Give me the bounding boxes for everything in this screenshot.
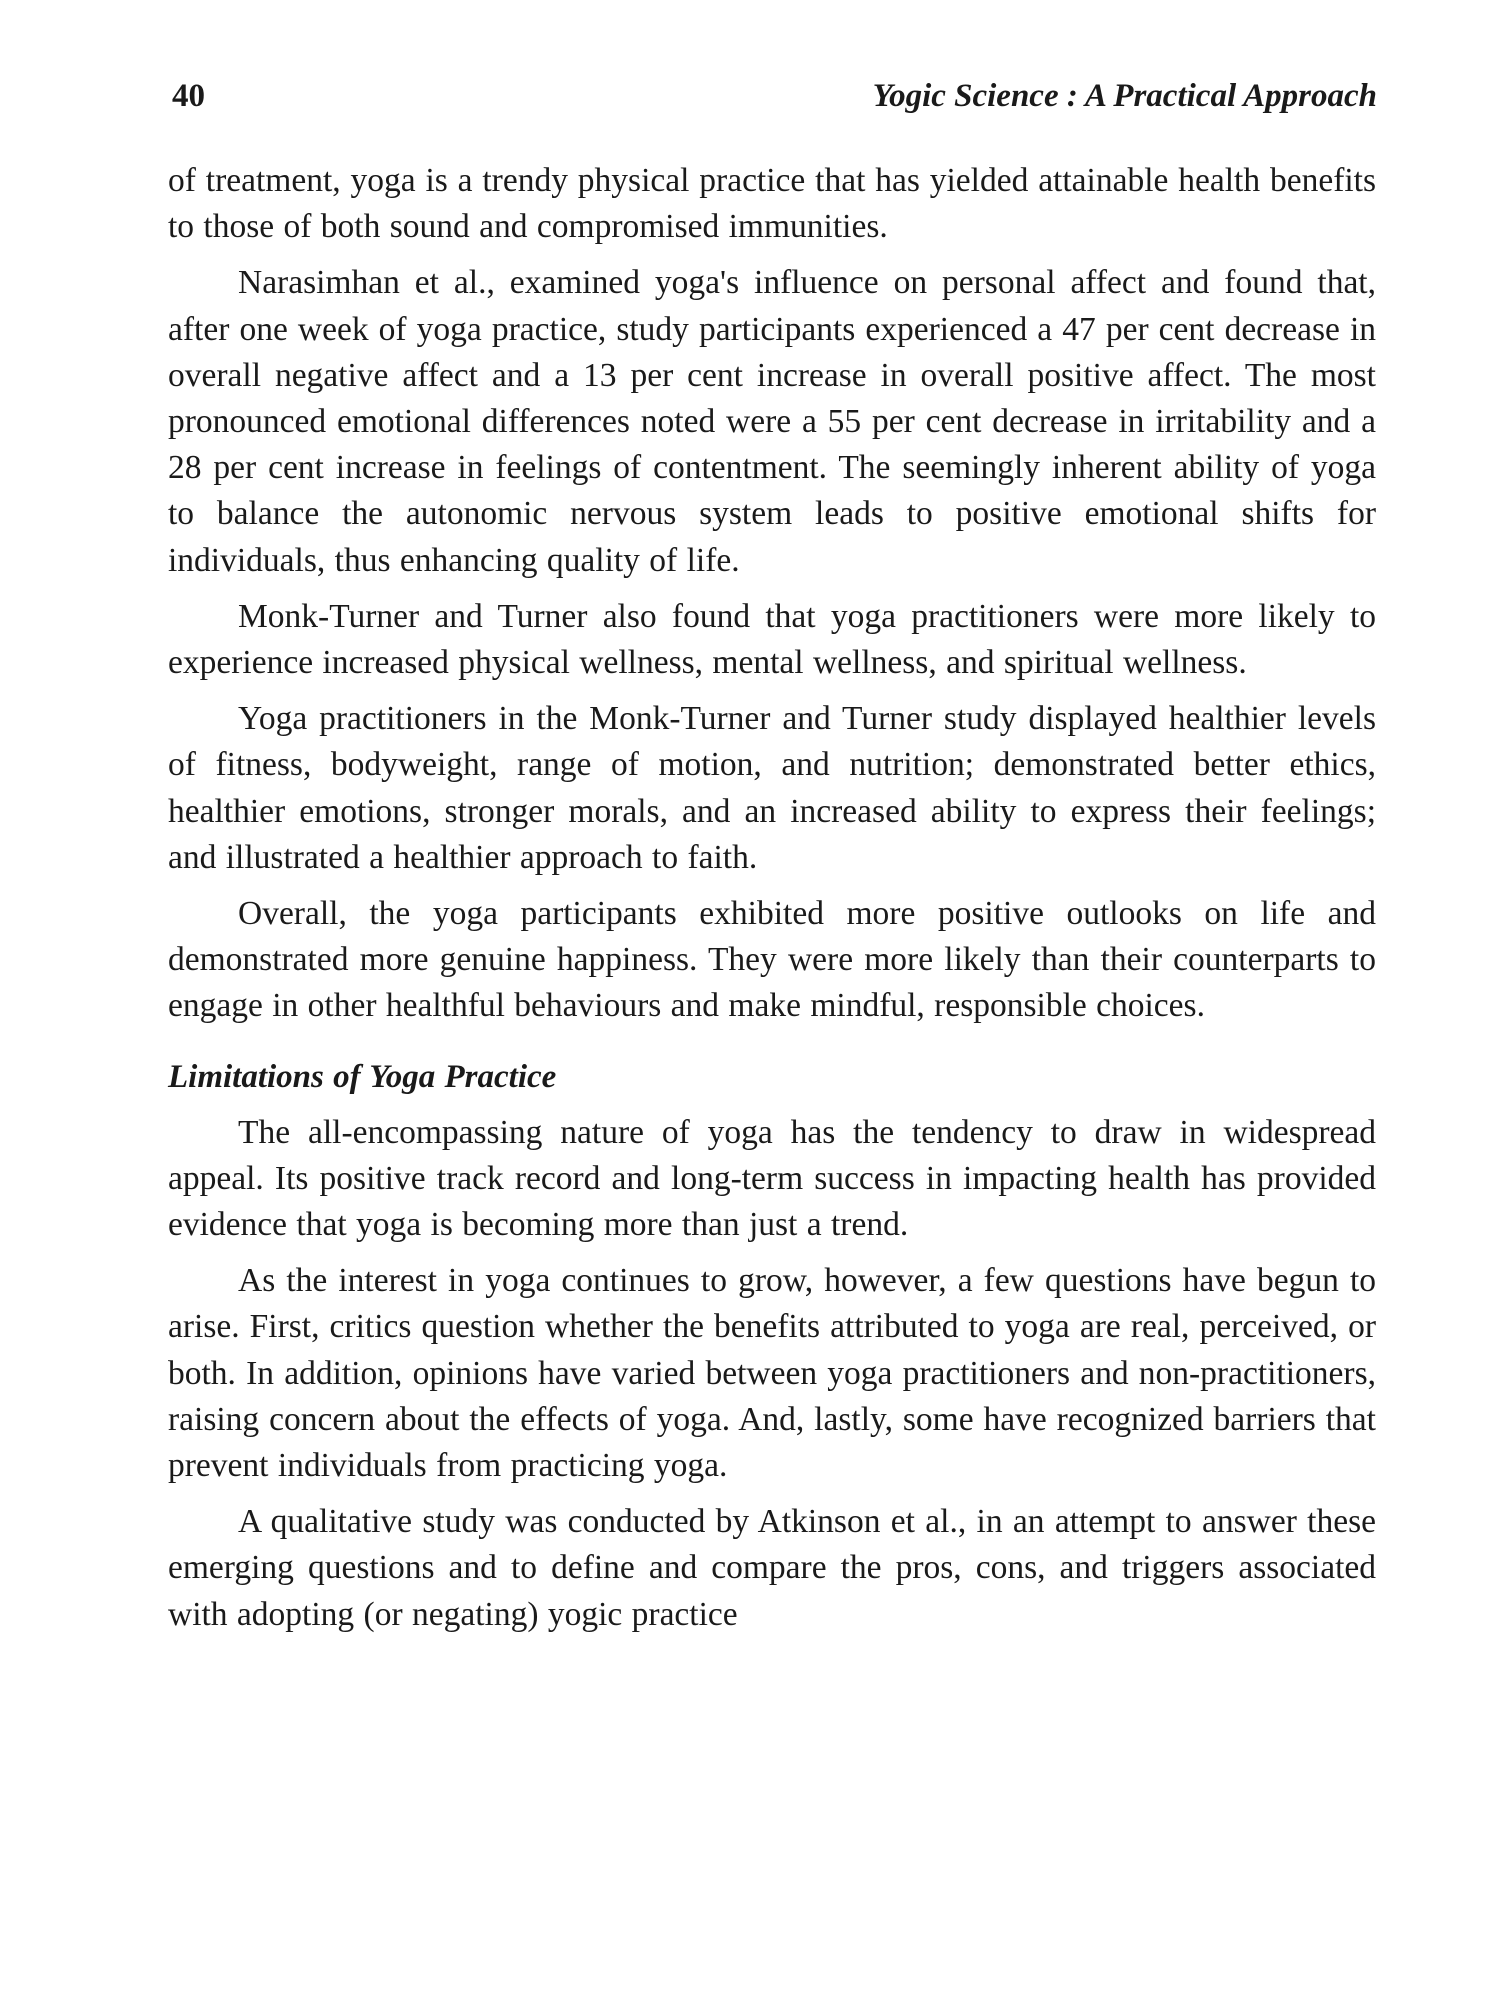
paragraph-all-encompassing: The all-encompassing nature of yoga has the tendency to draw in widespread appeal. Its positive track record and long-term success in impacting health has provided evidence that yoga is becoming more than just a trend. (168, 1113, 1376, 1244)
paragraph-monk-turner-study: Yoga practitioners in the Monk-Turner and Turner study displayed healthier levels of fitness, bodyweight, range of motion, and nutrition; demonstrated better ethics, healthier emotions, stronger morals, and an increased ability to express their feelings; and illustrated a healthier approach to faith. (168, 700, 1376, 876)
paragraph-monk-turner-wellness: Monk-Turner and Turner also found that yoga practitioners were more likely to experience increased physical wellness, mental wellness, and spiritual wellness. (168, 597, 1376, 682)
running-header (172, 78, 1377, 128)
paragraph-continuation: of treatment, yoga is a trendy physical practice that has yielded attainable health benefits to those of both sound and compromised immunities. (168, 162, 1376, 246)
page-number: 40 (172, 78, 205, 114)
paragraph-questions: As the interest in yoga continues to grow, however, a few questions have begun to arise. First, critics question whether the benefits attributed to yoga are real, perceived, or both. In addition, opinions have varied between yoga practitioners and non-practitioners, raising concern about the effects of yoga. And, lastly, some have recognized barriers that prevent individuals from practicing yoga. (168, 1262, 1376, 1485)
paragraph-atkinson: A qualitative study was conducted by Atkinson et al., in an attempt to answer these emerging questions and to define and compare the pros, cons, and triggers associated with adopting (or negating) yogic practice (168, 1503, 1376, 1633)
book-title: Yogic Science : A Practical Approach (872, 78, 1377, 114)
section-heading: Limitations of Yoga Practice (168, 1058, 557, 1095)
paragraph-overall: Overall, the yoga participants exhibited more positive outlooks on life and demonstrated more genuine happiness. They were more likely than their counterparts to engage in other healthful behaviours and make mindful, responsible choices. (168, 895, 1376, 1025)
paragraph-narasimhan: Narasimhan et al., examined yoga's influence on personal affect and found that, after one week of yoga practice, study participants experienced a 47 per cent decrease in overall negative affect and a 13 per cent increase in overall positive affect. The most pronounced emotional differences noted were a 55 per cent decrease in irritability and a 28 per cent increase in feelings of contentment. The seemingly inherent ability of yoga to balance the autonomic nervous system leads to positive emotional shifts for individuals, thus enhancing quality of life. (168, 264, 1376, 579)
body-text (168, 158, 1376, 1638)
